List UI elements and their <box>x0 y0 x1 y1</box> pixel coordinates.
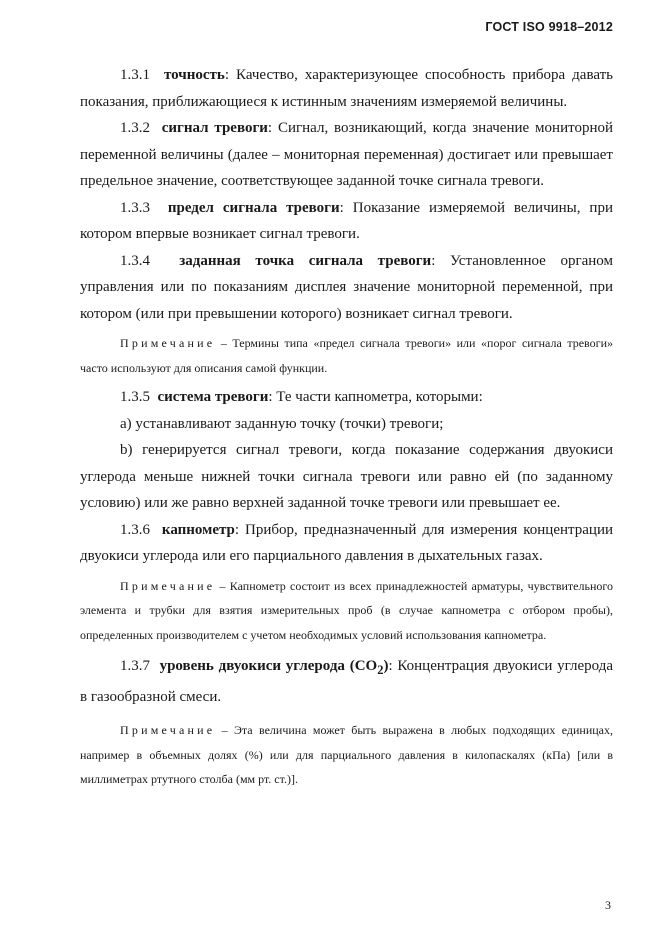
clause-number: 1.3.1 <box>120 67 150 83</box>
definition: : Показание измеряемой величины, при котором впервые возникает сигнал тревоги. <box>80 199 613 242</box>
clause-number: 1.3.4 <box>120 252 150 269</box>
term: капнометр <box>161 521 235 538</box>
note-3 <box>80 718 613 792</box>
note-text: – Термины типа «предел сигнала тревоги» или «порог сигнала тревоги» часто используют для описания самой функции. <box>80 336 613 375</box>
term: заданная точка сигнала тревоги <box>179 252 432 269</box>
term-subscript: 2 <box>377 663 384 677</box>
definition: : Те части капнометра, которыми: <box>268 389 483 405</box>
definition: : Прибор, предназначенный для измерения концентрации двуокиси углерода или его парциального давления в дыхательных газах. <box>80 521 613 564</box>
term-alarm-limit <box>80 195 613 248</box>
list-item-a: a) устанавливают заданную точку (точки) тревоги; <box>120 415 444 432</box>
term: система тревоги <box>157 389 269 405</box>
definition: : Концентрация двуокиси углерода в газообразной смеси. <box>80 658 614 705</box>
term-accuracy <box>80 62 613 115</box>
page-number: 3 <box>605 898 611 912</box>
term-capnometer <box>80 517 613 570</box>
list-item-b: b) генерируется сигнал тревоги, когда показание содержания двуокиси углерода меньше нижней точки сигнала тревоги или равно ей (по заданному условию) или же равно верхней заданной точке тревоги или превышает ее. <box>80 442 613 511</box>
term: предел сигнала тревоги <box>167 199 340 216</box>
term-alarm-signal <box>80 115 613 195</box>
term-part: уровень двуокиси углерода (CO <box>159 658 378 674</box>
term: сигнал тревоги <box>161 120 268 136</box>
clause-number: 1.3.3 <box>120 199 150 216</box>
note-label: Примечание <box>120 336 216 350</box>
note-text: – Капнометр состоит из всех принадлежностей арматуры, чувствительного элемента и трубки для взятия измерительных проб (в случае капнометра с отбором пробы), определенных производителем с учетом необходимых условий использования капнометра. <box>80 578 613 642</box>
clause-number: 1.3.6 <box>120 521 150 538</box>
note-label: Примечание <box>120 578 216 593</box>
term-alarm-system <box>80 384 613 411</box>
note-label: Примечание <box>120 723 216 737</box>
clause-number: 1.3.7 <box>120 658 150 674</box>
note-text: – Эта величина может быть выражена в любых подходящих единицах, например в объемных долях (%) или для парциального давления в килопаскалях (кПа) [или в миллиметрах ртутного столба (мм рт. ст.)]. <box>80 723 613 786</box>
clause-number: 1.3.2 <box>120 120 150 136</box>
note-1 <box>80 331 613 380</box>
term-part: ) <box>383 658 389 674</box>
definition: : Качество, характеризующее способность прибора давать показания, приближающиеся к истинным значениям измеряемой величины. <box>80 67 613 110</box>
term-co2-level <box>80 653 613 710</box>
clause-number: 1.3.5 <box>120 389 150 405</box>
document-header: ГОСТ ISO 9918–2012 <box>485 20 613 34</box>
note-2 <box>80 574 613 648</box>
term: точность <box>164 67 225 83</box>
definition: : Установленное органом управления или по показаниям дисплея значение мониторной переменной, при котором (или при превышении которого) возникает сигнал тревоги. <box>80 252 613 322</box>
definition: : Сигнал, возникающий, когда значение мониторной переменной величины (далее – мониторная переменная) достигает или превышает предельное значение, соответствующее заданной точке сигнала тревоги. <box>80 120 614 189</box>
term-alarm-set-point <box>80 248 613 328</box>
term <box>159 658 389 677</box>
document-body <box>80 62 613 796</box>
